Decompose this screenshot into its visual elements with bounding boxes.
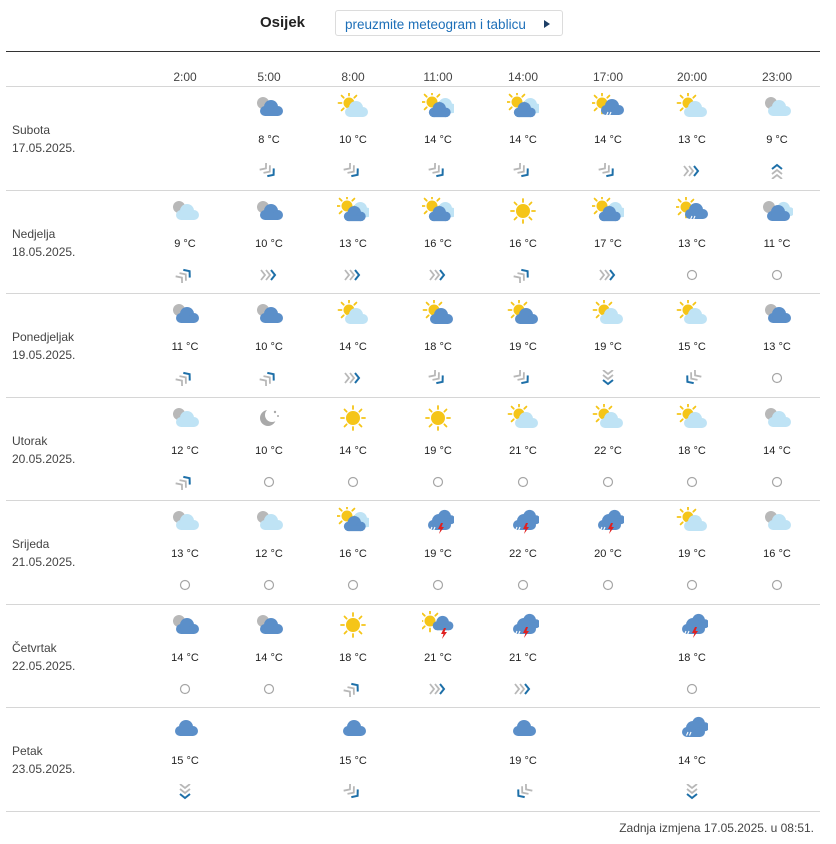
- sun-clouds-icon: [422, 93, 454, 121]
- temperature: 14 °C: [339, 341, 367, 353]
- temperature: 12 °C: [171, 445, 199, 457]
- wind-northeast-icon: [259, 370, 279, 386]
- partly-cloudy-night-light-icon: [169, 197, 201, 225]
- partly-cloudy-night-light-icon: [169, 507, 201, 535]
- sun-icon: [422, 404, 454, 432]
- wind-northeast-icon: [343, 681, 363, 697]
- forecast-cell: [652, 708, 732, 808]
- temperature: 22 °C: [594, 445, 622, 457]
- hour-label: 17:00: [592, 70, 624, 84]
- wind-east-icon: [428, 681, 448, 697]
- temperature: 19 °C: [424, 445, 452, 457]
- day-date: 23.05.2025.: [12, 762, 76, 776]
- cloud-rain-icon: [676, 714, 708, 742]
- wind-east-icon: [428, 267, 448, 283]
- sun-light-cloud-icon: [676, 300, 708, 328]
- forecast-cell: [313, 501, 393, 601]
- temperature: 14 °C: [255, 652, 283, 664]
- forecast-cell: [483, 294, 563, 394]
- day-label: [12, 639, 75, 675]
- day-label: [12, 225, 75, 261]
- calm-icon: [767, 474, 787, 490]
- last-update-text: Zadnja izmjena 17.05.2025. u 08:51.: [619, 821, 814, 835]
- sun-icon: [337, 404, 369, 432]
- sun-light-cloud-icon: [676, 507, 708, 535]
- hour-label: 11:00: [423, 70, 453, 84]
- forecast-cell: [483, 398, 563, 498]
- thunderstorm-icon: [676, 611, 708, 639]
- calm-icon: [428, 577, 448, 593]
- temperature: 18 °C: [678, 445, 706, 457]
- forecast-cell: [483, 87, 563, 187]
- temperature: 16 °C: [424, 238, 452, 250]
- temperature: 13 °C: [678, 238, 706, 250]
- day-date: 21.05.2025.: [12, 555, 76, 569]
- calm-icon: [682, 474, 702, 490]
- day-date: 20.05.2025.: [12, 452, 76, 466]
- forecast-cell: [652, 191, 732, 291]
- wind-southwest-icon: [513, 784, 533, 800]
- wind-southeast-icon: [513, 370, 533, 386]
- partly-cloudy-night-light-icon: [169, 404, 201, 432]
- cloud-icon: [169, 714, 201, 742]
- calm-icon: [259, 681, 279, 697]
- partly-cloudy-night-light-icon: [761, 93, 793, 121]
- forecast-cell: [737, 87, 817, 187]
- day-name: Utorak: [12, 434, 48, 448]
- forecast-cell: [145, 501, 225, 601]
- temperature: 17 °C: [594, 238, 622, 250]
- temperature: 13 °C: [763, 341, 791, 353]
- temperature: 19 °C: [678, 548, 706, 560]
- thunderstorm-icon: [507, 507, 539, 535]
- sun-clouds-icon: [337, 507, 369, 535]
- wind-north-icon: [767, 163, 787, 179]
- day-row: [6, 500, 820, 605]
- forecast-cell: [737, 398, 817, 498]
- temperature: 11 °C: [763, 238, 791, 250]
- cloud-icon: [507, 714, 539, 742]
- forecast-cell: [483, 501, 563, 601]
- wind-east-icon: [598, 267, 618, 283]
- sun-cloud-rain-icon: [676, 197, 708, 225]
- day-name: Nedjelja: [12, 227, 56, 241]
- thunderstorm-icon: [592, 507, 624, 535]
- wind-east-icon: [682, 163, 702, 179]
- forecast-cell: [398, 87, 478, 187]
- forecast-cell: [229, 501, 309, 601]
- temperature: 21 °C: [509, 445, 537, 457]
- calm-icon: [682, 267, 702, 283]
- forecast-cell: [483, 191, 563, 291]
- forecast-cell: [229, 87, 309, 187]
- day-row: [6, 293, 820, 398]
- day-date: 17.05.2025.: [12, 141, 76, 155]
- day-label: [12, 742, 75, 778]
- bottom-divider: [6, 811, 820, 812]
- forecast-cell: [737, 294, 817, 394]
- partly-cloudy-night-light-icon: [761, 507, 793, 535]
- temperature: 13 °C: [678, 134, 706, 146]
- temperature: 11 °C: [171, 341, 199, 353]
- sun-clouds-icon: [422, 197, 454, 225]
- temperature: 16 °C: [339, 548, 367, 560]
- partly-cloudy-night-icon: [169, 611, 201, 639]
- partly-cloudy-night-light-icon: [253, 507, 285, 535]
- temperature: 15 °C: [339, 755, 367, 767]
- temperature: 16 °C: [763, 548, 791, 560]
- calm-icon: [259, 474, 279, 490]
- forecast-cell: [652, 501, 732, 601]
- day-row: [6, 86, 820, 191]
- day-row: [6, 190, 820, 294]
- forecast-cell: [398, 398, 478, 498]
- forecast-cell: [568, 191, 648, 291]
- calm-icon: [682, 577, 702, 593]
- calm-icon: [598, 474, 618, 490]
- hour-label: 20:00: [676, 70, 708, 84]
- forecast-cell: [398, 191, 478, 291]
- temperature: 15 °C: [678, 341, 706, 353]
- wind-southeast-icon: [513, 163, 533, 179]
- forecast-cell: [483, 605, 563, 705]
- forecast-cell: [313, 398, 393, 498]
- sun-light-cloud-icon: [592, 300, 624, 328]
- forecast-cell: [568, 501, 648, 601]
- wind-northeast-icon: [175, 474, 195, 490]
- day-name: Četvrtak: [12, 641, 57, 655]
- partly-cloudy-night-light-icon: [761, 404, 793, 432]
- temperature: 10 °C: [255, 445, 283, 457]
- calm-icon: [428, 474, 448, 490]
- forecast-cell: [652, 87, 732, 187]
- forecast-cell: [145, 708, 225, 808]
- temperature: 14 °C: [171, 652, 199, 664]
- sun-cloud-rain-icon: [592, 93, 624, 121]
- sun-light-cloud-icon: [676, 93, 708, 121]
- calm-icon: [175, 681, 195, 697]
- forecast-cell: [313, 87, 393, 187]
- temperature: 22 °C: [509, 548, 537, 560]
- temperature: 21 °C: [424, 652, 452, 664]
- forecast-cell: [737, 501, 817, 601]
- temperature: 18 °C: [424, 341, 452, 353]
- city-name: Osijek: [260, 14, 306, 31]
- sun-thunderstorm-icon: [422, 611, 454, 639]
- temperature: 10 °C: [255, 341, 283, 353]
- hour-header-row: [0, 70, 836, 86]
- wind-southeast-icon: [428, 370, 448, 386]
- temperature: 19 °C: [509, 755, 537, 767]
- header: [0, 10, 836, 40]
- day-date: 18.05.2025.: [12, 245, 76, 259]
- forecast-cell: [229, 294, 309, 394]
- temperature: 14 °C: [339, 445, 367, 457]
- forecast-cell: [145, 398, 225, 498]
- day-row: [6, 604, 820, 708]
- partly-cloudy-night-icon: [253, 300, 285, 328]
- calm-icon: [767, 577, 787, 593]
- temperature: 14 °C: [424, 134, 452, 146]
- day-row: [6, 397, 820, 501]
- temperature: 19 °C: [594, 341, 622, 353]
- moon-icon: [253, 404, 285, 432]
- temperature: 21 °C: [509, 652, 537, 664]
- cloud-icon: [337, 714, 369, 742]
- partly-cloudy-night-icon: [253, 197, 285, 225]
- temperature: 10 °C: [255, 238, 283, 250]
- thunderstorm-icon: [422, 507, 454, 535]
- sun-icon: [507, 197, 539, 225]
- calm-icon: [175, 577, 195, 593]
- sun-light-cloud-icon: [676, 404, 708, 432]
- forecast-cell: [398, 605, 478, 705]
- forecast-cell: [652, 398, 732, 498]
- forecast-cell: [229, 191, 309, 291]
- wind-southeast-icon: [343, 163, 363, 179]
- forecast-cell: [313, 294, 393, 394]
- temperature: 19 °C: [424, 548, 452, 560]
- wind-northeast-icon: [175, 370, 195, 386]
- day-label: [12, 535, 75, 571]
- wind-east-icon: [343, 267, 363, 283]
- day-name: Petak: [12, 744, 43, 758]
- day-name: Subota: [12, 123, 51, 137]
- sun-clouds-icon: [507, 93, 539, 121]
- temperature: 20 °C: [594, 548, 622, 560]
- hour-label: 23:00: [761, 70, 793, 84]
- wind-east-icon: [513, 681, 533, 697]
- sun-light-cloud-icon: [507, 404, 539, 432]
- forecast-cell: [568, 294, 648, 394]
- wind-northeast-icon: [513, 267, 533, 283]
- thunderstorm-icon: [507, 611, 539, 639]
- day-label: [12, 121, 75, 157]
- forecast-cell: [483, 708, 563, 808]
- play-triangle-icon: [544, 20, 550, 28]
- wind-southwest-icon: [682, 370, 702, 386]
- forecast-cell: [229, 605, 309, 705]
- sun-clouds-icon: [592, 197, 624, 225]
- forecast-cell: [398, 294, 478, 394]
- forecast-cell: [313, 191, 393, 291]
- sun-dark-cloud-icon: [507, 300, 539, 328]
- hour-label: 14:00: [507, 70, 539, 84]
- forecast-cell: [229, 398, 309, 498]
- sun-light-cloud-icon: [337, 93, 369, 121]
- forecast-cell: [652, 294, 732, 394]
- forecast-cell: [737, 191, 817, 291]
- sun-clouds-icon: [337, 197, 369, 225]
- temperature: 9 °C: [766, 134, 788, 146]
- calm-icon: [343, 474, 363, 490]
- forecast-cell: [652, 605, 732, 705]
- temperature: 12 °C: [255, 548, 283, 560]
- wind-south-icon: [682, 784, 702, 800]
- hour-label: 8:00: [341, 70, 365, 84]
- sun-light-cloud-icon: [337, 300, 369, 328]
- day-name: Srijeda: [12, 537, 50, 551]
- download-meteogram-button[interactable]: [335, 10, 563, 36]
- sun-icon: [337, 611, 369, 639]
- calm-icon: [259, 577, 279, 593]
- wind-southeast-icon: [259, 163, 279, 179]
- forecast-cell: [145, 294, 225, 394]
- temperature: 10 °C: [339, 134, 367, 146]
- temperature: 14 °C: [763, 445, 791, 457]
- sun-light-cloud-icon: [592, 404, 624, 432]
- wind-south-icon: [175, 784, 195, 800]
- calm-icon: [767, 370, 787, 386]
- partly-cloudy-night-icon: [253, 93, 285, 121]
- day-label: [12, 432, 75, 468]
- temperature: 19 °C: [509, 341, 537, 353]
- forecast-cell: [568, 87, 648, 187]
- forecast-cell: [568, 398, 648, 498]
- temperature: 13 °C: [339, 238, 367, 250]
- temperature: 9 °C: [174, 238, 196, 250]
- calm-icon: [682, 681, 702, 697]
- forecast-cell: [145, 191, 225, 291]
- temperature: 13 °C: [171, 548, 199, 560]
- top-divider: [6, 51, 820, 52]
- partly-cloudy-night-icon: [253, 611, 285, 639]
- hour-label: 5:00: [257, 70, 281, 84]
- calm-icon: [598, 577, 618, 593]
- day-name: Ponedjeljak: [12, 330, 75, 344]
- calm-icon: [343, 577, 363, 593]
- temperature: 15 °C: [171, 755, 199, 767]
- temperature: 14 °C: [678, 755, 706, 767]
- forecast-cell: [313, 605, 393, 705]
- calm-icon: [513, 474, 533, 490]
- temperature: 16 °C: [509, 238, 537, 250]
- wind-east-icon: [343, 370, 363, 386]
- wind-southeast-icon: [343, 784, 363, 800]
- wind-southeast-icon: [428, 163, 448, 179]
- wind-east-icon: [259, 267, 279, 283]
- partly-cloudy-night-icon: [761, 300, 793, 328]
- temperature: 14 °C: [594, 134, 622, 146]
- calm-icon: [513, 577, 533, 593]
- day-row: [6, 707, 820, 812]
- wind-northeast-icon: [175, 267, 195, 283]
- temperature: 18 °C: [678, 652, 706, 664]
- temperature: 8 °C: [258, 134, 280, 146]
- forecast-cell: [398, 501, 478, 601]
- wind-southeast-icon: [598, 163, 618, 179]
- temperature: 18 °C: [339, 652, 367, 664]
- forecast-cell: [145, 605, 225, 705]
- day-date: 22.05.2025.: [12, 659, 76, 673]
- download-button-label: preuzmite meteogram i tablicu: [345, 17, 526, 32]
- cloudy-night-icon: [761, 197, 793, 225]
- day-date: 19.05.2025.: [12, 348, 76, 362]
- hour-label: 2:00: [173, 70, 197, 84]
- temperature: 14 °C: [509, 134, 537, 146]
- day-label: [12, 328, 75, 364]
- sun-dark-cloud-icon: [422, 300, 454, 328]
- calm-icon: [767, 267, 787, 283]
- forecast-cell: [313, 708, 393, 808]
- wind-south-icon: [598, 370, 618, 386]
- partly-cloudy-night-icon: [169, 300, 201, 328]
